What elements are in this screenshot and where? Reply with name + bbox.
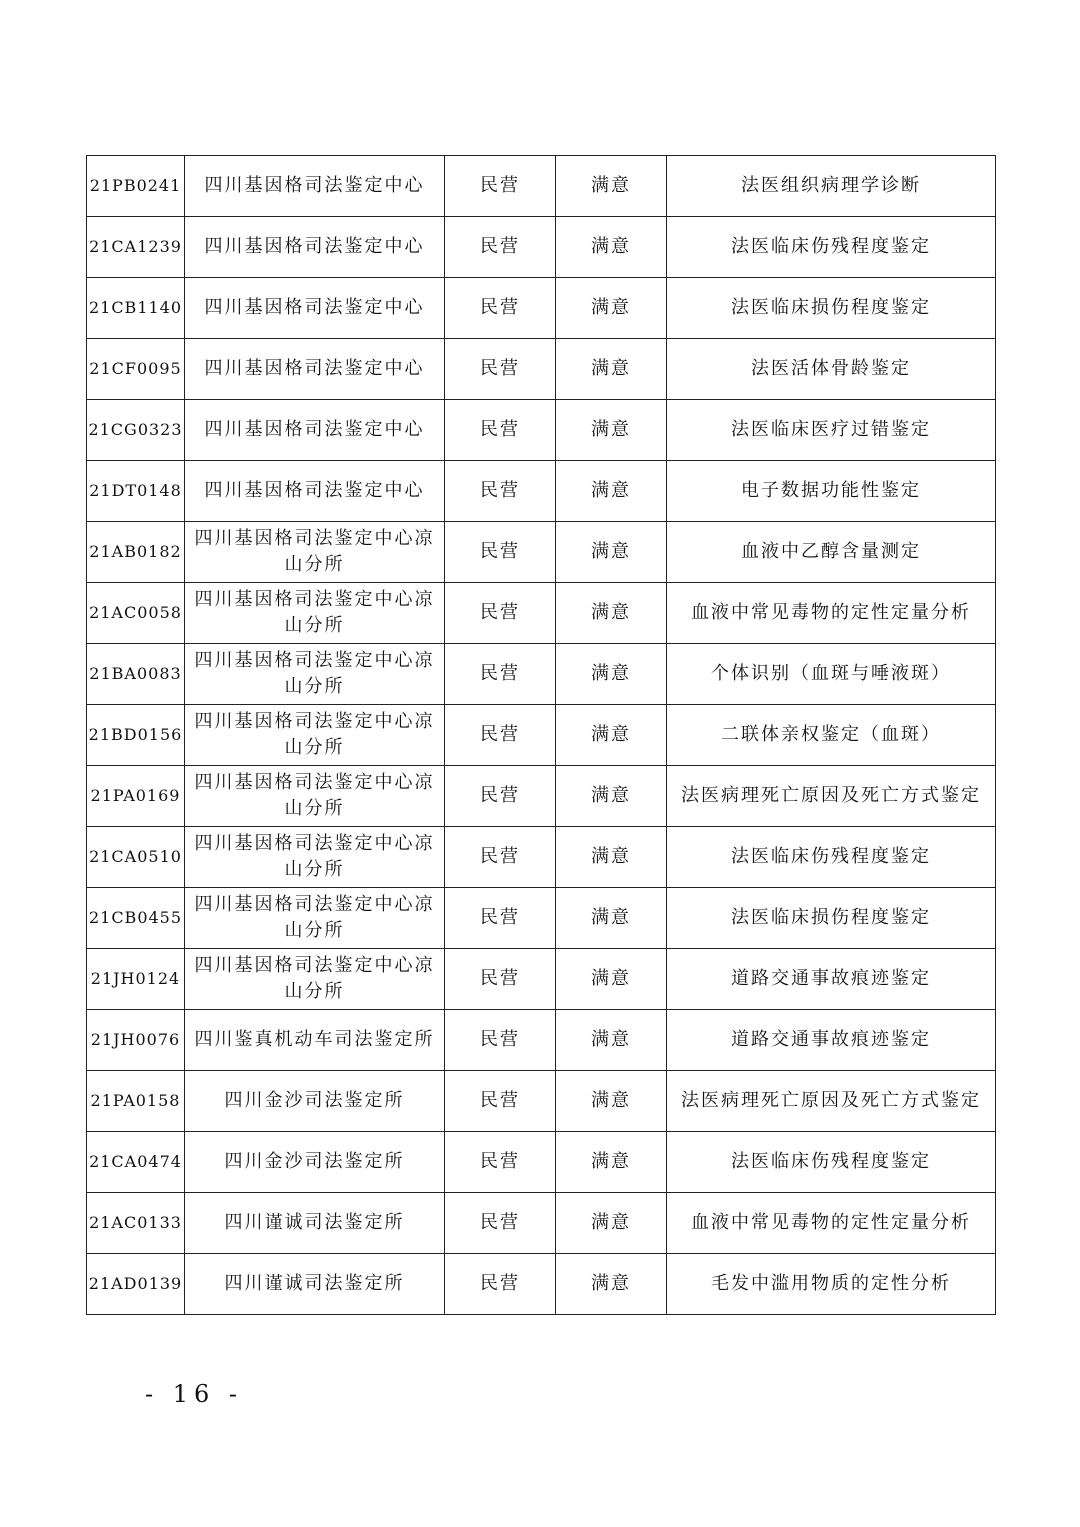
- cell-type: 民营: [445, 644, 556, 705]
- table-row: [87, 278, 996, 339]
- cell-organization: 四川基因格司法鉴定中心凉山分所: [185, 766, 445, 827]
- cell-organization: 四川金沙司法鉴定所: [185, 1071, 445, 1132]
- cell-result: 满意: [556, 949, 667, 1010]
- cell-scope: 个体识别（血斑与唾液斑）: [667, 644, 996, 705]
- cell-result: 满意: [556, 583, 667, 644]
- cell-result: 满意: [556, 1010, 667, 1071]
- cell-code: 21CA0474: [87, 1132, 185, 1193]
- cell-organization: 四川谨诚司法鉴定所: [185, 1193, 445, 1254]
- cell-type: 民营: [445, 1193, 556, 1254]
- table-row: [87, 1010, 996, 1071]
- cell-scope: 血液中常见毒物的定性定量分析: [667, 583, 996, 644]
- cell-type: 民营: [445, 217, 556, 278]
- cell-scope: 道路交通事故痕迹鉴定: [667, 949, 996, 1010]
- cell-organization: 四川基因格司法鉴定中心凉山分所: [185, 522, 445, 583]
- table-row: [87, 644, 996, 705]
- cell-scope: 血液中乙醇含量测定: [667, 522, 996, 583]
- table-row: [87, 217, 996, 278]
- cell-organization: 四川基因格司法鉴定中心凉山分所: [185, 583, 445, 644]
- cell-code: 21CG0323: [87, 400, 185, 461]
- cell-type: 民营: [445, 949, 556, 1010]
- cell-organization: 四川金沙司法鉴定所: [185, 1132, 445, 1193]
- cell-scope: 法医病理死亡原因及死亡方式鉴定: [667, 1071, 996, 1132]
- cell-result: 满意: [556, 1132, 667, 1193]
- cell-scope: 法医临床伤残程度鉴定: [667, 827, 996, 888]
- cell-result: 满意: [556, 1254, 667, 1315]
- cell-type: 民营: [445, 156, 556, 217]
- cell-result: 满意: [556, 156, 667, 217]
- cell-type: 民营: [445, 583, 556, 644]
- cell-scope: 二联体亲权鉴定（血斑）: [667, 705, 996, 766]
- cell-code: 21AD0139: [87, 1254, 185, 1315]
- cell-type: 民营: [445, 1071, 556, 1132]
- table-row: [87, 461, 996, 522]
- cell-type: 民营: [445, 766, 556, 827]
- cell-organization: 四川基因格司法鉴定中心: [185, 400, 445, 461]
- cell-code: 21AC0133: [87, 1193, 185, 1254]
- cell-result: 满意: [556, 278, 667, 339]
- cell-scope: 道路交通事故痕迹鉴定: [667, 1010, 996, 1071]
- table-row: [87, 766, 996, 827]
- cell-type: 民营: [445, 827, 556, 888]
- cell-scope: 法医活体骨龄鉴定: [667, 339, 996, 400]
- cell-type: 民营: [445, 339, 556, 400]
- cell-scope: 法医组织病理学诊断: [667, 156, 996, 217]
- table-row: [87, 949, 996, 1010]
- table-row: [87, 583, 996, 644]
- cell-type: 民营: [445, 522, 556, 583]
- cell-code: 21JH0124: [87, 949, 185, 1010]
- cell-scope: 法医临床损伤程度鉴定: [667, 278, 996, 339]
- cell-result: 满意: [556, 461, 667, 522]
- cell-code: 21CB0455: [87, 888, 185, 949]
- cell-code: 21CA1239: [87, 217, 185, 278]
- cell-organization: 四川基因格司法鉴定中心: [185, 156, 445, 217]
- cell-organization: 四川基因格司法鉴定中心凉山分所: [185, 827, 445, 888]
- cell-scope: 法医病理死亡原因及死亡方式鉴定: [667, 766, 996, 827]
- cell-result: 满意: [556, 705, 667, 766]
- results-table: [86, 155, 996, 1315]
- table-row: [87, 1254, 996, 1315]
- cell-code: 21DT0148: [87, 461, 185, 522]
- cell-result: 满意: [556, 827, 667, 888]
- cell-code: 21CA0510: [87, 827, 185, 888]
- cell-organization: 四川基因格司法鉴定中心凉山分所: [185, 705, 445, 766]
- cell-scope: 法医临床伤残程度鉴定: [667, 1132, 996, 1193]
- table-row: [87, 1071, 996, 1132]
- page-number: - 16 -: [145, 1380, 244, 1408]
- cell-type: 民营: [445, 705, 556, 766]
- cell-organization: 四川基因格司法鉴定中心: [185, 339, 445, 400]
- cell-result: 满意: [556, 888, 667, 949]
- cell-code: 21AC0058: [87, 583, 185, 644]
- cell-result: 满意: [556, 1071, 667, 1132]
- cell-result: 满意: [556, 522, 667, 583]
- results-table-body: [87, 156, 996, 1315]
- cell-result: 满意: [556, 339, 667, 400]
- cell-result: 满意: [556, 217, 667, 278]
- cell-organization: 四川基因格司法鉴定中心凉山分所: [185, 888, 445, 949]
- cell-type: 民营: [445, 400, 556, 461]
- cell-code: 21BA0083: [87, 644, 185, 705]
- cell-organization: 四川鉴真机动车司法鉴定所: [185, 1010, 445, 1071]
- cell-type: 民营: [445, 1010, 556, 1071]
- cell-type: 民营: [445, 461, 556, 522]
- table-row: [87, 1193, 996, 1254]
- cell-organization: 四川谨诚司法鉴定所: [185, 1254, 445, 1315]
- cell-type: 民营: [445, 888, 556, 949]
- cell-scope: 电子数据功能性鉴定: [667, 461, 996, 522]
- table-row: [87, 400, 996, 461]
- cell-code: 21JH0076: [87, 1010, 185, 1071]
- cell-code: 21PA0158: [87, 1071, 185, 1132]
- cell-organization: 四川基因格司法鉴定中心: [185, 278, 445, 339]
- cell-result: 满意: [556, 766, 667, 827]
- cell-organization: 四川基因格司法鉴定中心凉山分所: [185, 949, 445, 1010]
- cell-code: 21BD0156: [87, 705, 185, 766]
- cell-result: 满意: [556, 1193, 667, 1254]
- table-row: [87, 522, 996, 583]
- cell-scope: 法医临床损伤程度鉴定: [667, 888, 996, 949]
- cell-organization: 四川基因格司法鉴定中心: [185, 217, 445, 278]
- cell-code: 21CB1140: [87, 278, 185, 339]
- cell-organization: 四川基因格司法鉴定中心凉山分所: [185, 644, 445, 705]
- table-row: [87, 1132, 996, 1193]
- cell-code: 21PA0169: [87, 766, 185, 827]
- cell-type: 民营: [445, 278, 556, 339]
- table-row: [87, 888, 996, 949]
- cell-scope: 毛发中滥用物质的定性分析: [667, 1254, 996, 1315]
- cell-type: 民营: [445, 1254, 556, 1315]
- cell-code: 21PB0241: [87, 156, 185, 217]
- cell-result: 满意: [556, 400, 667, 461]
- cell-code: 21AB0182: [87, 522, 185, 583]
- cell-organization: 四川基因格司法鉴定中心: [185, 461, 445, 522]
- table-row: [87, 339, 996, 400]
- cell-scope: 法医临床医疗过错鉴定: [667, 400, 996, 461]
- cell-type: 民营: [445, 1132, 556, 1193]
- cell-scope: 血液中常见毒物的定性定量分析: [667, 1193, 996, 1254]
- cell-scope: 法医临床伤残程度鉴定: [667, 217, 996, 278]
- cell-code: 21CF0095: [87, 339, 185, 400]
- table-row: [87, 827, 996, 888]
- table-row: [87, 705, 996, 766]
- table-row: [87, 156, 996, 217]
- cell-result: 满意: [556, 644, 667, 705]
